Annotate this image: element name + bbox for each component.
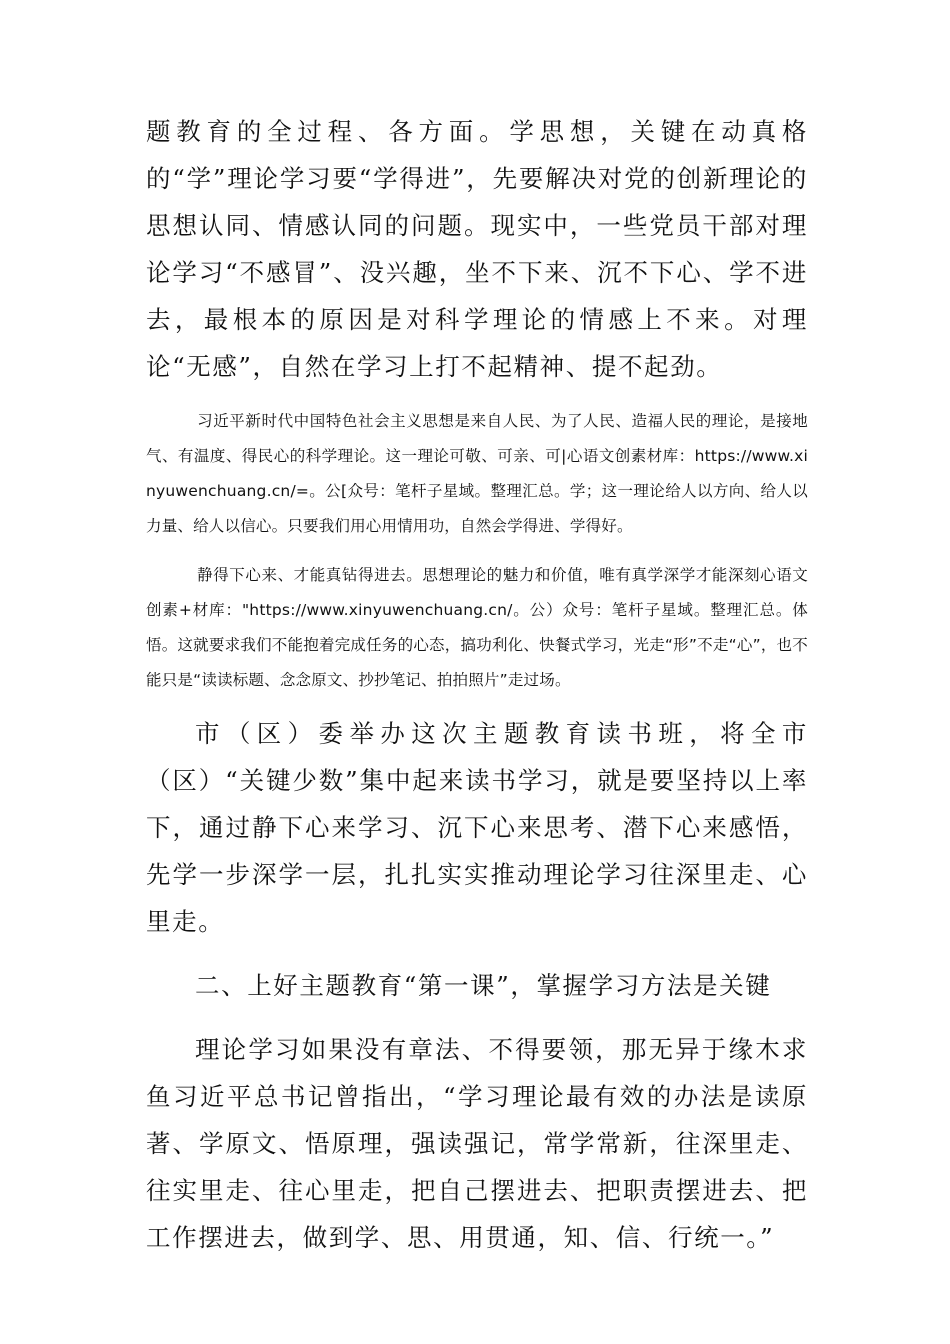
paragraph-3: 静得下心来、才能真钻得进去。思想理论的魅力和价值，唯有真学深学才能深刻心语文创素+材库："https://www.xinyuwenchuang.cn/。公）众号：笔杆子星域。整理汇总。体悟。这就要求我们不能抱着完成任务的心态，搞功利化、快餐式学习，光走“形”不走“心”，也不能只是“读读标题、念念原文、抄抄笔记、拍拍照片”走过场。 xyxy=(146,566,808,689)
paragraph-1: 题教育的全过程、各方面。学思想，关键在动真格的“学”理论学习要“学得进”，先要解决对党的创新理论的思想认同、情感认同的问题。现实中，一些党员干部对理论学习“不感冒”、没兴趣，坐不下来、沉不下心、学不进去，最根本的原因是对科学理论的情感上不来。对理论“无感”，自然在学习上打不起精神、提不起劲。 xyxy=(146,117,808,381)
paragraph-6: 理论学习如果没有章法、不得要领，那无异于缘木求鱼习近平总书记曾指出，“学习理论最有效的办法是读原著、学原文、悟原理，强读强记，常学常新，往深里走、往实里走、往心里走，把自己摆进去、把职责摆进去、把工作摆进去，做到学、思、用贯通，知、信、行统一。” xyxy=(146,1035,808,1252)
document-page xyxy=(146,108,808,1261)
paragraph-2: 习近平新时代中国特色社会主义思想是来自人民、为了人民、造福人民的理论，是接地气、有温度、得民心的科学理论。这一理论可敬、可亲、可|心语文创素材库：https://www.xinyuwenchuang.cn/=。公[众号：笔杆子星域。整理汇总。学；这一理论给人以方向、给人以力量、给人以信心。只要我们用心用情用功，自然会学得进、学得好。 xyxy=(146,412,808,535)
paragraph-4: 市（区）委举办这次主题教育读书班，将全市（区）“关键少数”集中起来读书学习，就是要坚持以上率下，通过静下心来学习、沉下心来思考、潜下心来感悟，先学一步深学一层，扎扎实实推动理论学习往深里走、心里走。 xyxy=(146,719,808,936)
section-heading: 二、上好主题教育“第一课”，掌握学习方法是关键 xyxy=(195,971,772,1000)
